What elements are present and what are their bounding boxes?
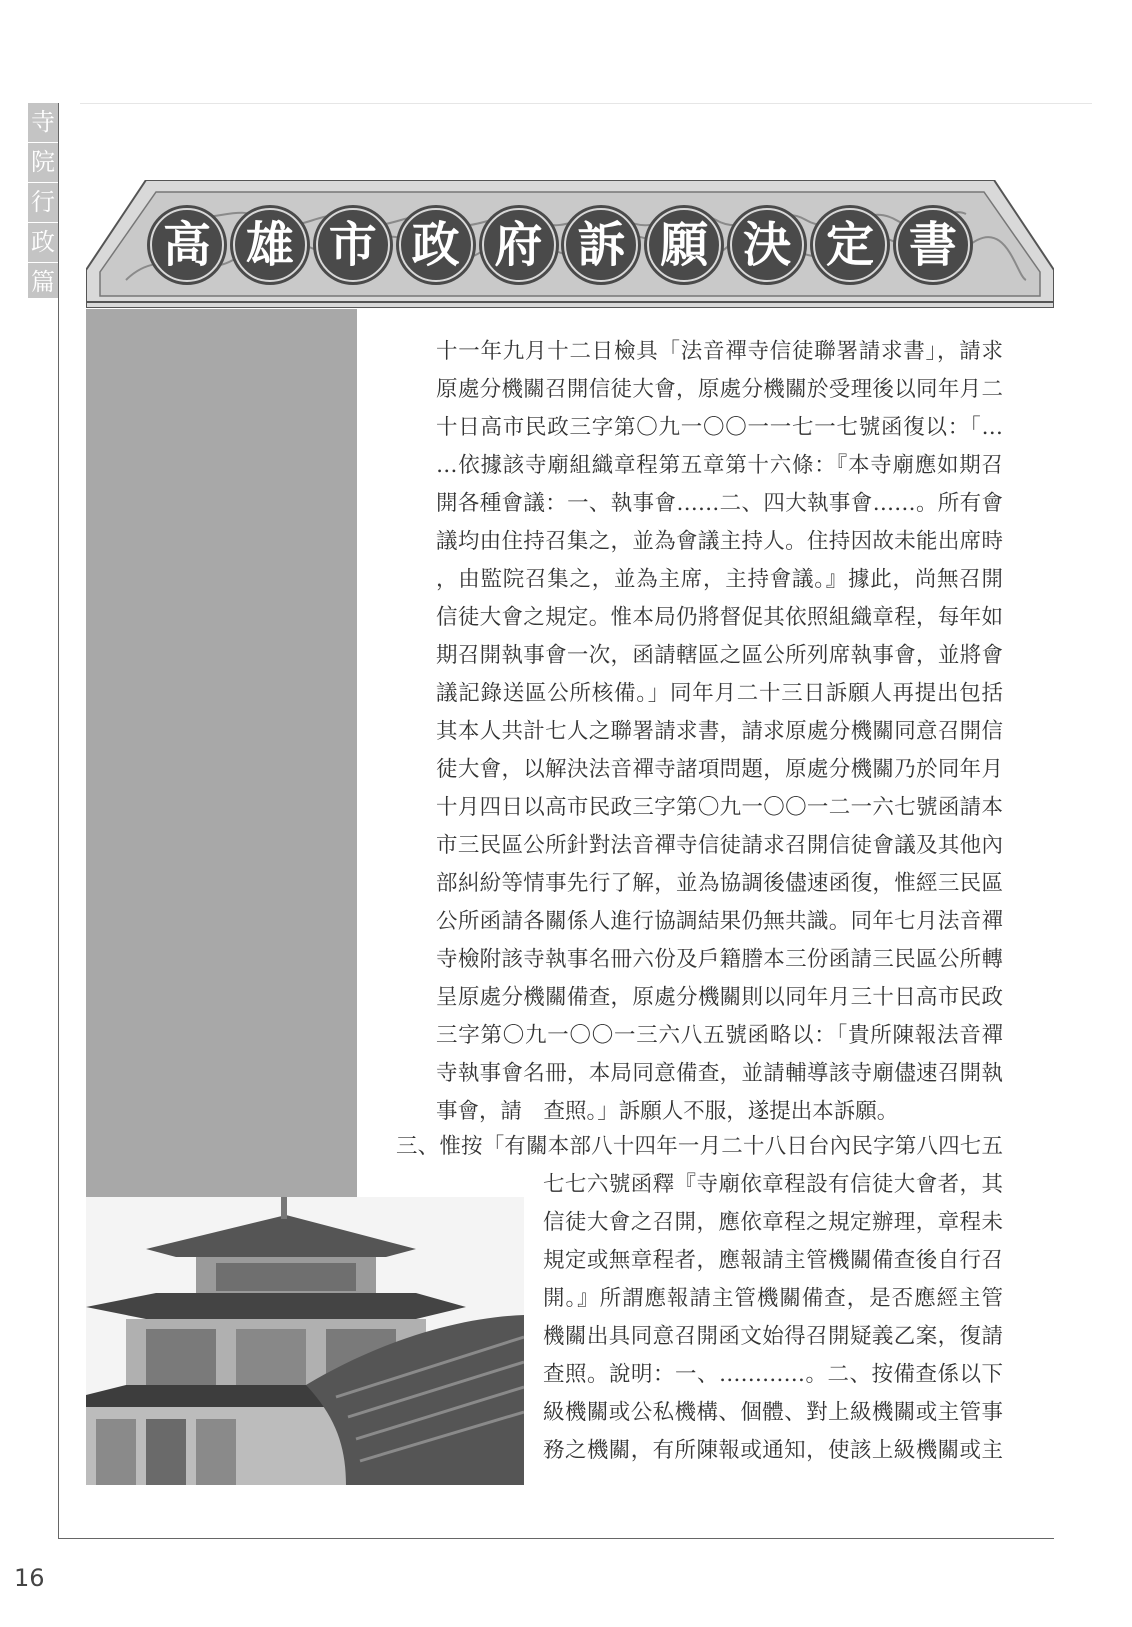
left-margin-rule — [58, 103, 59, 1538]
body-line: 信徒大會之規定。惟本局仍將督促其依照組織章程，每年如 — [436, 605, 1003, 630]
body-line: 機關出具同意召開函文始得召開疑義乙案，復請 — [543, 1324, 1003, 1349]
title-char: 願 — [647, 208, 721, 282]
body-line: 規定或無章程者，應報請主管機關備查後自行召 — [543, 1248, 1003, 1273]
body-line: 寺執事會名冊，本局同意備查，並請輔導該寺廟儘速召開執 — [436, 1061, 1003, 1086]
item-three-paragraph — [543, 1166, 1003, 1470]
body-line: 徒大會，以解決法音禪寺諸項問題，原處分機關乃於同年月 — [436, 757, 1003, 782]
top-rule — [80, 103, 1092, 104]
body-line: 七七六號函釋『寺廟依章程設有信徒大會者，其 — [543, 1172, 1003, 1197]
title-char: 府 — [482, 208, 556, 282]
body-line: 查照。說明：一、…………。二、按備查係以下 — [543, 1362, 1003, 1387]
side-tab-char: 院 — [28, 143, 58, 183]
body-line: 開各種會議：一、執事會……二、四大執事會……。所有會 — [436, 491, 1003, 516]
body-line: 部糾紛等情事先行了解，並為協調後儘速函復，惟經三民區 — [436, 871, 1003, 896]
body-line: 市三民區公所針對法音禪寺信徒請求召開信徒會議及其他內 — [436, 833, 1003, 858]
title-char: 決 — [730, 208, 804, 282]
temple-photo — [86, 1197, 524, 1485]
body-paragraph — [436, 333, 1003, 1131]
body-line: 呈原處分機關備查，原處分機關則以同年月三十日高市民政 — [436, 985, 1003, 1010]
document-title — [150, 208, 970, 282]
title-char: 高 — [150, 208, 224, 282]
body-line: 公所函請各關係人進行協調結果仍無共識。同年七月法音禪 — [436, 909, 1003, 934]
title-char: 市 — [316, 208, 390, 282]
body-line: 十日高市民政三字第〇九一〇〇一一七一七號函復以：「… — [436, 415, 1003, 440]
body-line: 開。』所謂應報請主管機關備查，是否應經主管 — [543, 1286, 1003, 1311]
body-line: 議記錄送區公所核備。」同年月二十三日訴願人再提出包括 — [436, 681, 1003, 706]
body-line: 原處分機關召開信徒大會，原處分機關於受理後以同年月二 — [436, 377, 1003, 402]
body-line: 務之機關，有所陳報或通知，使該上級機關或主 — [543, 1438, 1003, 1463]
body-line: 十月四日以高市民政三字第〇九一〇〇一二一六七號函請本 — [436, 795, 1003, 820]
body-line: 級機關或公私機構、個體、對上級機關或主管事 — [543, 1400, 1003, 1425]
item-three-heading-line: 三、惟按「有關本部八十四年一月二十八日台內民字第八四七五 — [396, 1134, 1003, 1159]
side-tab-char: 行 — [28, 183, 58, 223]
body-line: 寺檢附該寺執事名冊六份及戶籍謄本三份函請三民區公所轉 — [436, 947, 1003, 972]
body-line: ，由監院召集之，並為主席，主持會議。』據此，尚無召開 — [436, 567, 1003, 592]
decorative-gray-panel — [86, 309, 357, 1197]
bottom-rule — [58, 1538, 1054, 1539]
body-line: 期召開執事會一次，函請轄區之區公所列席執事會，並將會 — [436, 643, 1003, 668]
body-line: 三字第〇九一〇〇一三六八五號函略以：「貴所陳報法音禪 — [436, 1023, 1003, 1048]
title-char: 政 — [399, 208, 473, 282]
title-char: 書 — [896, 208, 970, 282]
title-char: 雄 — [233, 208, 307, 282]
side-tab-char: 政 — [28, 223, 58, 263]
title-char: 定 — [813, 208, 887, 282]
body-line: …依據該寺廟組織章程第五章第十六條：『本寺廟應如期召 — [436, 453, 1003, 478]
body-line: 十一年九月十二日檢具「法音禪寺信徒聯署請求書」，請求 — [436, 339, 1003, 364]
body-line: 其本人共計七人之聯署請求書，請求原處分機關同意召開信 — [436, 719, 1003, 744]
side-tab-char: 篇 — [31, 268, 55, 296]
body-line: 事會，請 查照。」訴願人不服，遂提出本訴願。 — [436, 1099, 899, 1124]
page-number: 16 — [14, 1564, 45, 1592]
side-tab-char: 寺 — [28, 103, 58, 143]
section-side-tab — [28, 103, 58, 298]
body-line: 信徒大會之召開，應依章程之規定辦理，章程未 — [543, 1210, 1003, 1235]
title-char: 訴 — [564, 208, 638, 282]
body-line: 議均由住持召集之，並為會議主持人。住持因故未能出席時 — [436, 529, 1003, 554]
